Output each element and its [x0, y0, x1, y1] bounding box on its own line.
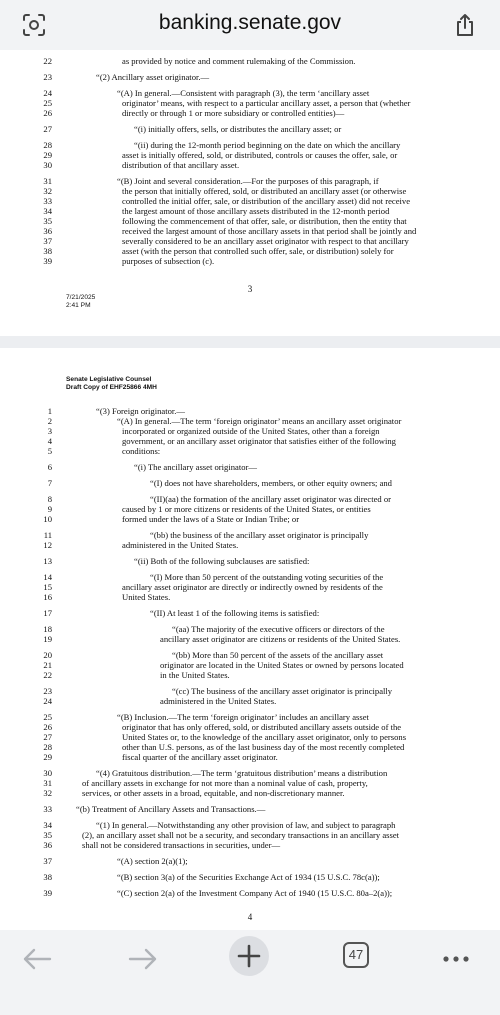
forward-arrow-icon[interactable]	[126, 941, 160, 977]
document-line	[0, 650, 500, 660]
document-line	[0, 124, 500, 134]
url-text[interactable]: banking.senate.gov	[158, 11, 342, 34]
document-line	[0, 608, 500, 618]
line-text: services, or other assets in a broad, equitable, and non-discretionary manner.	[82, 788, 345, 798]
line-text: purposes of subsection (c).	[122, 256, 215, 266]
line-text: administered in the United States.	[122, 540, 239, 550]
document-line	[0, 150, 500, 160]
line-text: “(aa) The majority of the executive officers or directors of the	[172, 624, 385, 634]
line-number: 29	[43, 150, 52, 160]
line-number: 34	[43, 820, 52, 830]
line-number: 22	[43, 670, 52, 680]
document-line	[0, 696, 500, 706]
line-number: 19	[43, 634, 52, 644]
line-number: 34	[43, 206, 52, 216]
browser-bottom-toolbar	[0, 930, 500, 1015]
browser-address-bar[interactable]	[0, 0, 500, 50]
line-number: 13	[43, 556, 52, 566]
line-text: “(A) In general.—Consistent with paragraph (3), the term ‘ancillary asset	[117, 88, 370, 98]
line-number: 20	[43, 650, 52, 660]
line-text: “(II) At least 1 of the following items is satisfied:	[150, 608, 320, 618]
line-text: severally considered to be an ancillary asset originator with respect to that ancillary	[122, 236, 409, 246]
line-number: 29	[43, 752, 52, 762]
line-text: “(A) In general.—The term ‘foreign originator’ means an ancillary asset originator	[117, 416, 402, 426]
line-number: 25	[43, 712, 52, 722]
line-number: 21	[43, 660, 52, 670]
document-line	[0, 768, 500, 778]
line-text: administered in the United States.	[160, 696, 277, 706]
line-number: 14	[43, 572, 52, 582]
line-text: United States or, to the knowledge of the ancillary asset originator, only to persons	[122, 732, 407, 742]
document-line	[0, 226, 500, 236]
line-text: caused by 1 or more citizens or residents of the United States, or entities	[122, 504, 371, 514]
document-line	[0, 436, 500, 446]
draft-header-line-1: Senate Legislative Counsel	[66, 376, 152, 383]
line-number: 6	[47, 462, 52, 472]
line-number: 28	[43, 140, 52, 150]
line-number: 1	[47, 406, 52, 416]
document-line	[0, 840, 500, 850]
document-line	[0, 186, 500, 196]
line-text: “(3) Foreign originator.—	[96, 406, 186, 416]
document-line	[0, 108, 500, 118]
line-number: 2	[47, 416, 52, 426]
line-text: “(B) Inclusion.—The term ‘foreign originator’ includes an ancillary asset	[117, 712, 369, 722]
document-line	[0, 686, 500, 696]
document-line	[0, 722, 500, 732]
document-page-4	[0, 348, 500, 930]
line-number: 32	[43, 186, 52, 196]
line-text: “(B) section 3(a) of the Securities Exchange Act of 1934 (15 U.S.C. 78c(a));	[117, 872, 380, 882]
document-line	[0, 446, 500, 456]
line-text: “(i) initially offers, sells, or distributes the ancillary asset; or	[134, 124, 342, 134]
line-text: (2), an ancillary asset shall not be a security, and secondary transactions in an ancillary asset	[82, 830, 400, 840]
line-number: 11	[43, 530, 52, 540]
document-line	[0, 256, 500, 266]
document-line	[0, 140, 500, 150]
line-text: received the largest amount of those ancillary assets in that period shall be jointly and	[122, 226, 417, 236]
line-number: 7	[47, 478, 52, 488]
new-tab-button[interactable]	[229, 936, 269, 976]
document-page-3	[0, 50, 500, 336]
line-number: 10	[43, 514, 52, 524]
line-number: 12	[43, 540, 52, 550]
draft-header-line-2: Draft Copy of EHF25866 4MH	[66, 384, 157, 391]
line-text: originator’ means, with respect to a particular ancillary asset, a person that (whether	[122, 98, 411, 108]
line-number: 30	[43, 160, 52, 170]
line-number: 38	[43, 246, 52, 256]
document-line	[0, 670, 500, 680]
line-number: 32	[43, 788, 52, 798]
line-text: ancillary asset originator are directly or indirectly owned by residents of the	[122, 582, 383, 592]
more-dots-icon[interactable]	[440, 941, 472, 977]
line-number: 31	[43, 176, 52, 186]
line-number: 16	[43, 592, 52, 602]
line-number: 36	[43, 226, 52, 236]
line-text: “(1) In general.—Notwithstanding any other provision of law, and subject to paragraph	[96, 820, 396, 830]
document-line	[0, 406, 500, 416]
document-time: 2:41 PM	[66, 302, 91, 309]
line-text: shall not be considered transactions in securities, under—	[82, 840, 281, 850]
line-number: 17	[43, 608, 52, 618]
line-number: 33	[43, 196, 52, 206]
document-line	[0, 462, 500, 472]
document-line	[0, 504, 500, 514]
document-line	[0, 732, 500, 742]
line-number: 4	[47, 436, 52, 446]
line-text: “(4) Gratuitous distribution.—The term ‘gratuitous distribution’ means a distribution	[96, 768, 388, 778]
line-number: 26	[43, 722, 52, 732]
document-line	[0, 556, 500, 566]
line-text: “(A) section 2(a)(1);	[117, 856, 188, 866]
tabs-icon[interactable]: 47	[343, 942, 369, 968]
line-number: 31	[43, 778, 52, 788]
line-text: “(B) Joint and several consideration.—For the purposes of this paragraph, if	[117, 176, 379, 186]
back-arrow-icon[interactable]	[20, 941, 54, 977]
page-number: 4	[247, 912, 253, 922]
line-number: 24	[43, 88, 52, 98]
line-text: “(I) More than 50 percent of the outstanding voting securities of the	[150, 572, 384, 582]
line-text: distribution of that ancillary asset.	[122, 160, 240, 170]
line-number: 8	[47, 494, 52, 504]
document-line	[0, 582, 500, 592]
line-text: asset (with the person that controlled such offer, sale, or distribution) solely for	[122, 246, 394, 256]
line-number: 27	[43, 124, 52, 134]
line-text: “(ii) Both of the following subclauses are satisfied:	[134, 556, 310, 566]
document-line	[0, 872, 500, 882]
document-line	[0, 804, 500, 814]
line-text: “(bb) the business of the ancillary asset originator is principally	[150, 530, 369, 540]
line-text: “(bb) More than 50 percent of the assets of the ancillary asset	[172, 650, 384, 660]
line-text: directly or through 1 or more subsidiary or controlled entities)—	[122, 108, 345, 118]
line-number: 22	[43, 56, 52, 66]
line-text: incorporated or organized outside of the United States, other than a foreign	[122, 426, 380, 436]
line-text: “(C) section 2(a) of the Investment Company Act of 1940 (15 U.S.C. 80a–2(a));	[117, 888, 393, 898]
line-text: “(2) Ancillary asset originator.—	[96, 72, 210, 82]
document-line	[0, 478, 500, 488]
document-line	[0, 416, 500, 426]
line-number: 39	[43, 888, 52, 898]
document-line	[0, 712, 500, 722]
line-text: the largest amount of those ancillary assets distributed in the 12-month period	[122, 206, 390, 216]
line-text: “(i) The ancillary asset originator—	[134, 462, 257, 472]
document-line	[0, 426, 500, 436]
line-number: 33	[43, 804, 52, 814]
line-number: 39	[43, 256, 52, 266]
document-line	[0, 514, 500, 524]
line-number: 35	[43, 830, 52, 840]
document-line	[0, 56, 500, 66]
document-line	[0, 176, 500, 186]
plus-icon	[237, 944, 261, 968]
document-line	[0, 856, 500, 866]
line-text: government, or an ancillary asset originator that satisfies either of the following	[122, 436, 396, 446]
line-text: formed under the laws of a State or Indian Tribe; or	[122, 514, 300, 524]
line-text: originator that has only offered, sold, or distributed ancillary assets outside of the	[122, 722, 402, 732]
line-text: United States.	[122, 592, 171, 602]
line-number: 3	[47, 426, 52, 436]
line-text: the person that initially offered, sold, or distributed an ancillary asset (or otherwise	[122, 186, 407, 196]
document-line	[0, 160, 500, 170]
document-line	[0, 788, 500, 798]
line-text: as provided by notice and comment rulemaking of the Commission.	[122, 56, 356, 66]
document-line	[0, 660, 500, 670]
line-number: 27	[43, 732, 52, 742]
document-line	[0, 778, 500, 788]
line-text: following the commencement of that offer, sale, or distribution, then the entity that	[122, 216, 407, 226]
line-number: 23	[43, 72, 52, 82]
line-number: 9	[47, 504, 52, 514]
document-line	[0, 624, 500, 634]
document-line	[0, 888, 500, 898]
document-line	[0, 206, 500, 216]
page-number: 3	[247, 284, 253, 294]
line-number: 5	[47, 446, 52, 456]
document-line	[0, 72, 500, 82]
document-date: 7/21/2025	[66, 294, 96, 301]
document-line	[0, 236, 500, 246]
document-line	[0, 540, 500, 550]
line-text: of ancillary assets in exchange for not more than a nominal value of cash, property,	[82, 778, 368, 788]
line-number: 38	[43, 872, 52, 882]
line-text: other than U.S. persons, as of the last business day of the most recently completed	[122, 742, 405, 752]
document-line	[0, 592, 500, 602]
line-number: 37	[43, 236, 52, 246]
line-text: controlled the initial offer, sale, or distribution of the ancillary asset) did not receive	[122, 196, 411, 206]
line-number: 37	[43, 856, 52, 866]
document-line	[0, 494, 500, 504]
document-line	[0, 98, 500, 108]
document-line	[0, 216, 500, 226]
document-line	[0, 742, 500, 752]
line-number: 23	[43, 686, 52, 696]
line-number: 18	[43, 624, 52, 634]
document-line	[0, 246, 500, 256]
share-icon[interactable]	[452, 12, 478, 38]
line-number: 35	[43, 216, 52, 226]
line-number: 26	[43, 108, 52, 118]
line-text: “(b) Treatment of Ancillary Assets and Transactions.—	[76, 804, 266, 814]
line-number: 15	[43, 582, 52, 592]
document-line	[0, 830, 500, 840]
line-text: fiscal quarter of the ancillary asset originator.	[122, 752, 278, 762]
line-number: 24	[43, 696, 52, 706]
line-number: 30	[43, 768, 52, 778]
document-line	[0, 752, 500, 762]
line-text: conditions:	[122, 446, 161, 456]
line-text: “(cc) The business of the ancillary asset originator is principally	[172, 686, 393, 696]
line-text: asset is initially offered, sold, or distributed, controls or causes the offer, sale, or	[122, 150, 398, 160]
document-line	[0, 820, 500, 830]
line-number: 28	[43, 742, 52, 752]
document-line	[0, 88, 500, 98]
document-line	[0, 634, 500, 644]
document-line	[0, 530, 500, 540]
line-text: “(ii) during the 12-month period beginning on the date on which the ancillary	[134, 140, 401, 150]
document-line	[0, 572, 500, 582]
line-text: in the United States.	[160, 670, 230, 680]
line-number: 36	[43, 840, 52, 850]
line-text: ancillary asset originator are citizens or residents of the United States.	[160, 634, 401, 644]
line-text: “(II)(aa) the formation of the ancillary asset originator was directed or	[150, 494, 391, 504]
document-line	[0, 196, 500, 206]
line-number: 25	[43, 98, 52, 108]
line-text: “(I) does not have shareholders, members, or other equity owners; and	[150, 478, 392, 488]
line-text: originator are located in the United States or owned by persons located	[160, 660, 404, 670]
